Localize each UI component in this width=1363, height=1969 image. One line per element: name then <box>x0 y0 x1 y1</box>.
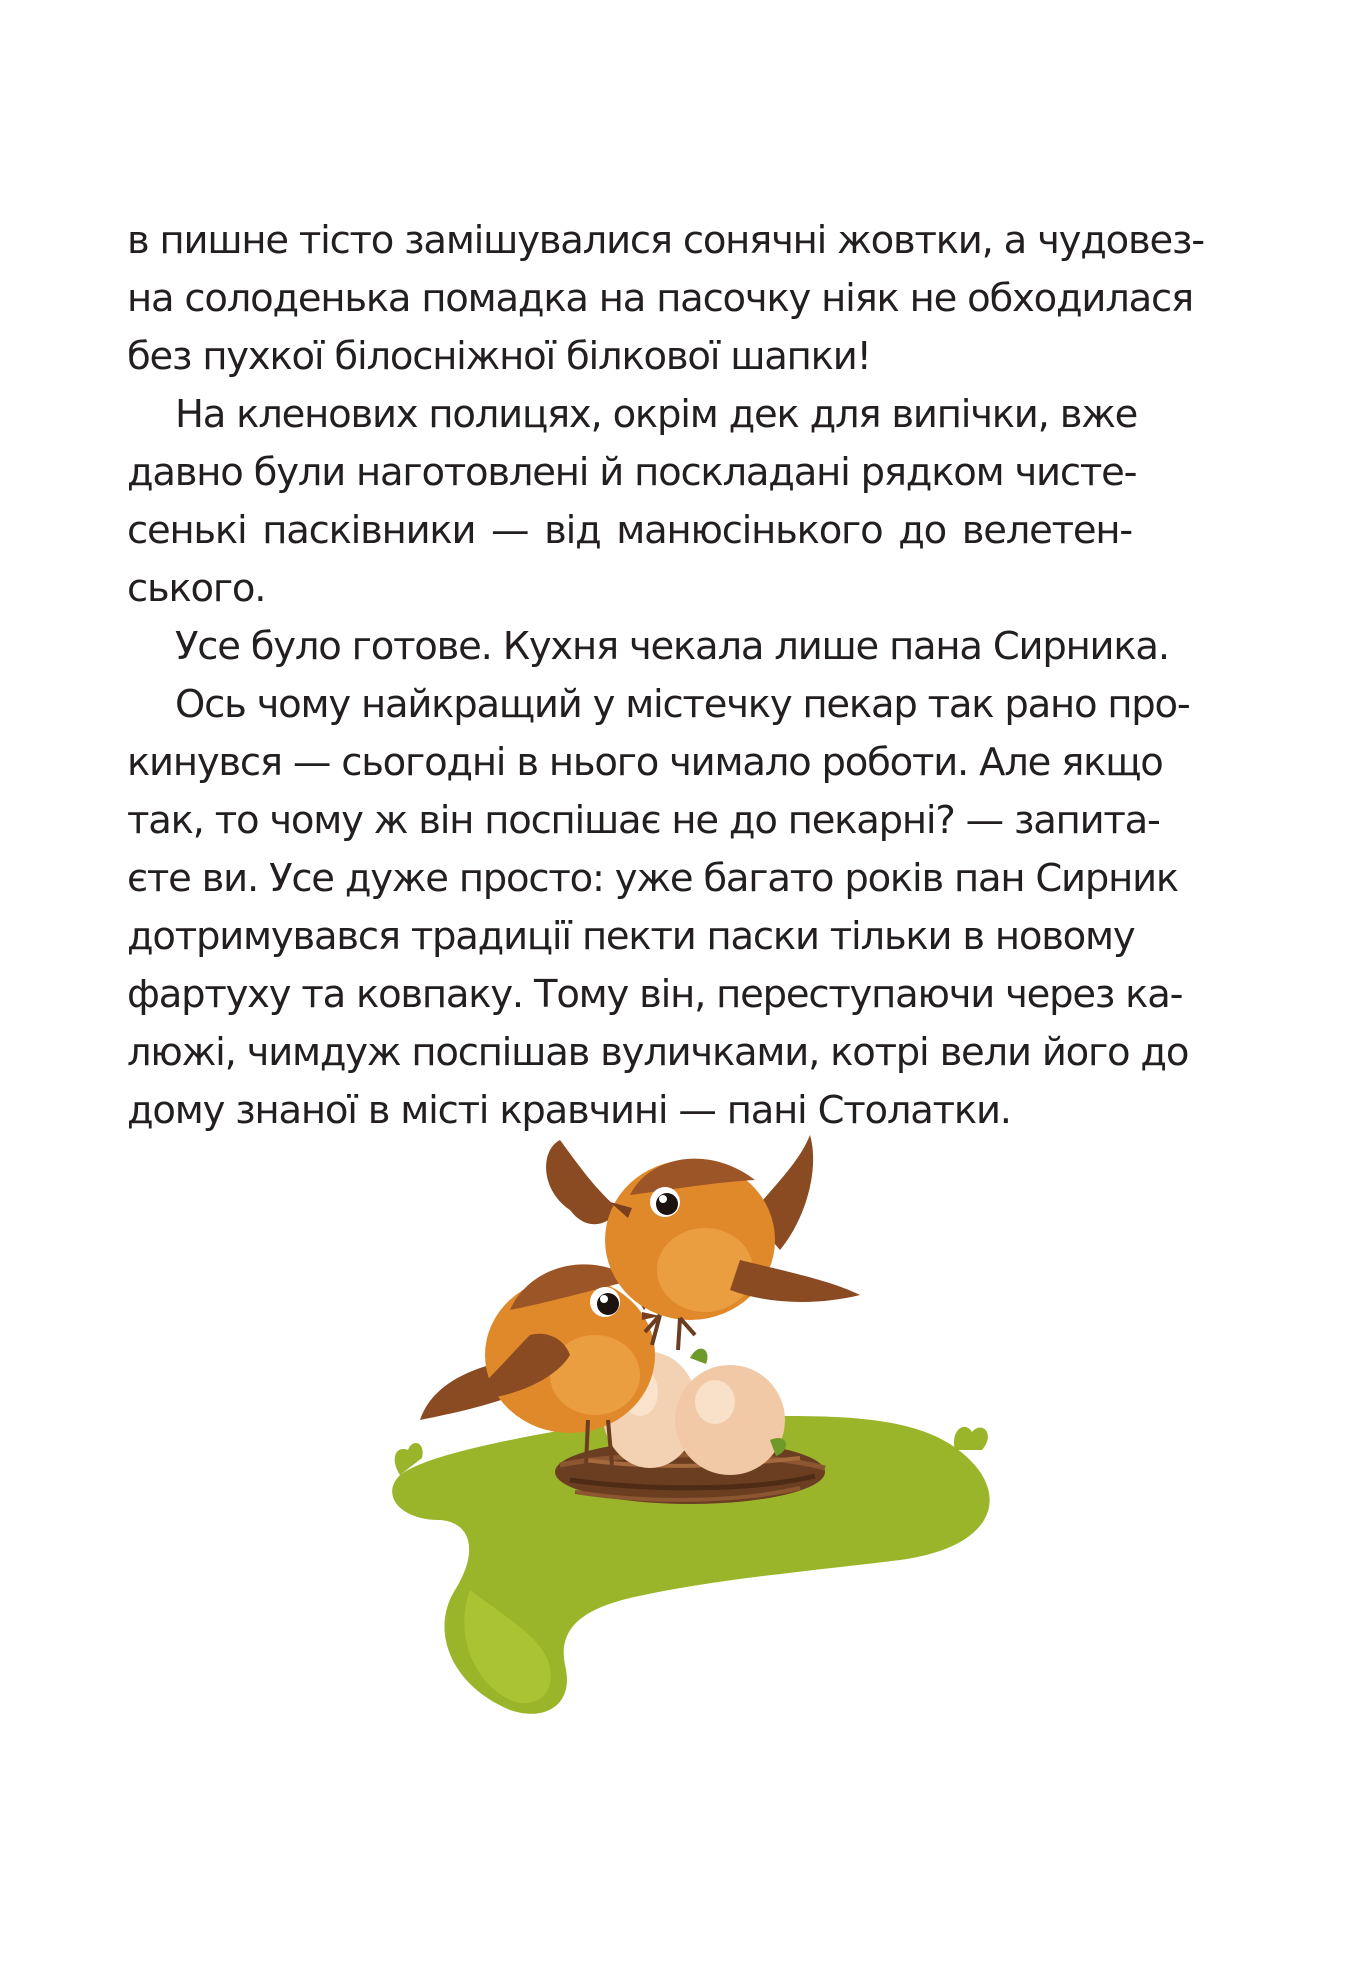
text-line: давно були наготовлені й поскладані рядком чисте- <box>127 450 1137 495</box>
text-line: в пишне тісто замішувалися сонячні жовтки, а чудовез- <box>127 218 1204 263</box>
text-line: сенькі пасківники — від манюсінького до велетен- <box>127 508 1132 553</box>
text-line: єте ви. Усе дуже просто: уже багато років пан Сирник <box>127 856 1178 901</box>
text-line: дому знаної в місті кравчині — пані Столатки. <box>127 1088 1011 1133</box>
text-line: на солоденька помадка на пасочку ніяк не обходилася <box>127 276 1193 321</box>
text-line: ського. <box>127 566 266 611</box>
text-line: фартуху та ковпаку. Тому він, переступаючи через ка- <box>127 972 1183 1017</box>
story-text <box>127 212 1204 1140</box>
text-line: На кленових полицях, окрім дек для випічки, вже <box>175 392 1138 437</box>
text-line: Усе було готове. Кухня чекала лише пана Сирника. <box>175 624 1169 669</box>
text-line: люжі, чимдуж поспішав вуличками, котрі вели його до <box>127 1030 1189 1075</box>
text-line: дотримувався традиції пекти паски тільки в новому <box>127 914 1135 959</box>
two-birds-with-nest-icon <box>360 1120 1120 1760</box>
text-line: Ось чому найкращий у містечку пекар так рано про- <box>175 682 1190 727</box>
text-line: без пухкої білосніжної білкової шапки! <box>127 334 871 379</box>
text-line: кинувся — сьогодні в нього чимало роботи. Але якщо <box>127 740 1163 785</box>
text-line: так, то чому ж він поспішає не до пекарні? — запита- <box>127 798 1160 843</box>
